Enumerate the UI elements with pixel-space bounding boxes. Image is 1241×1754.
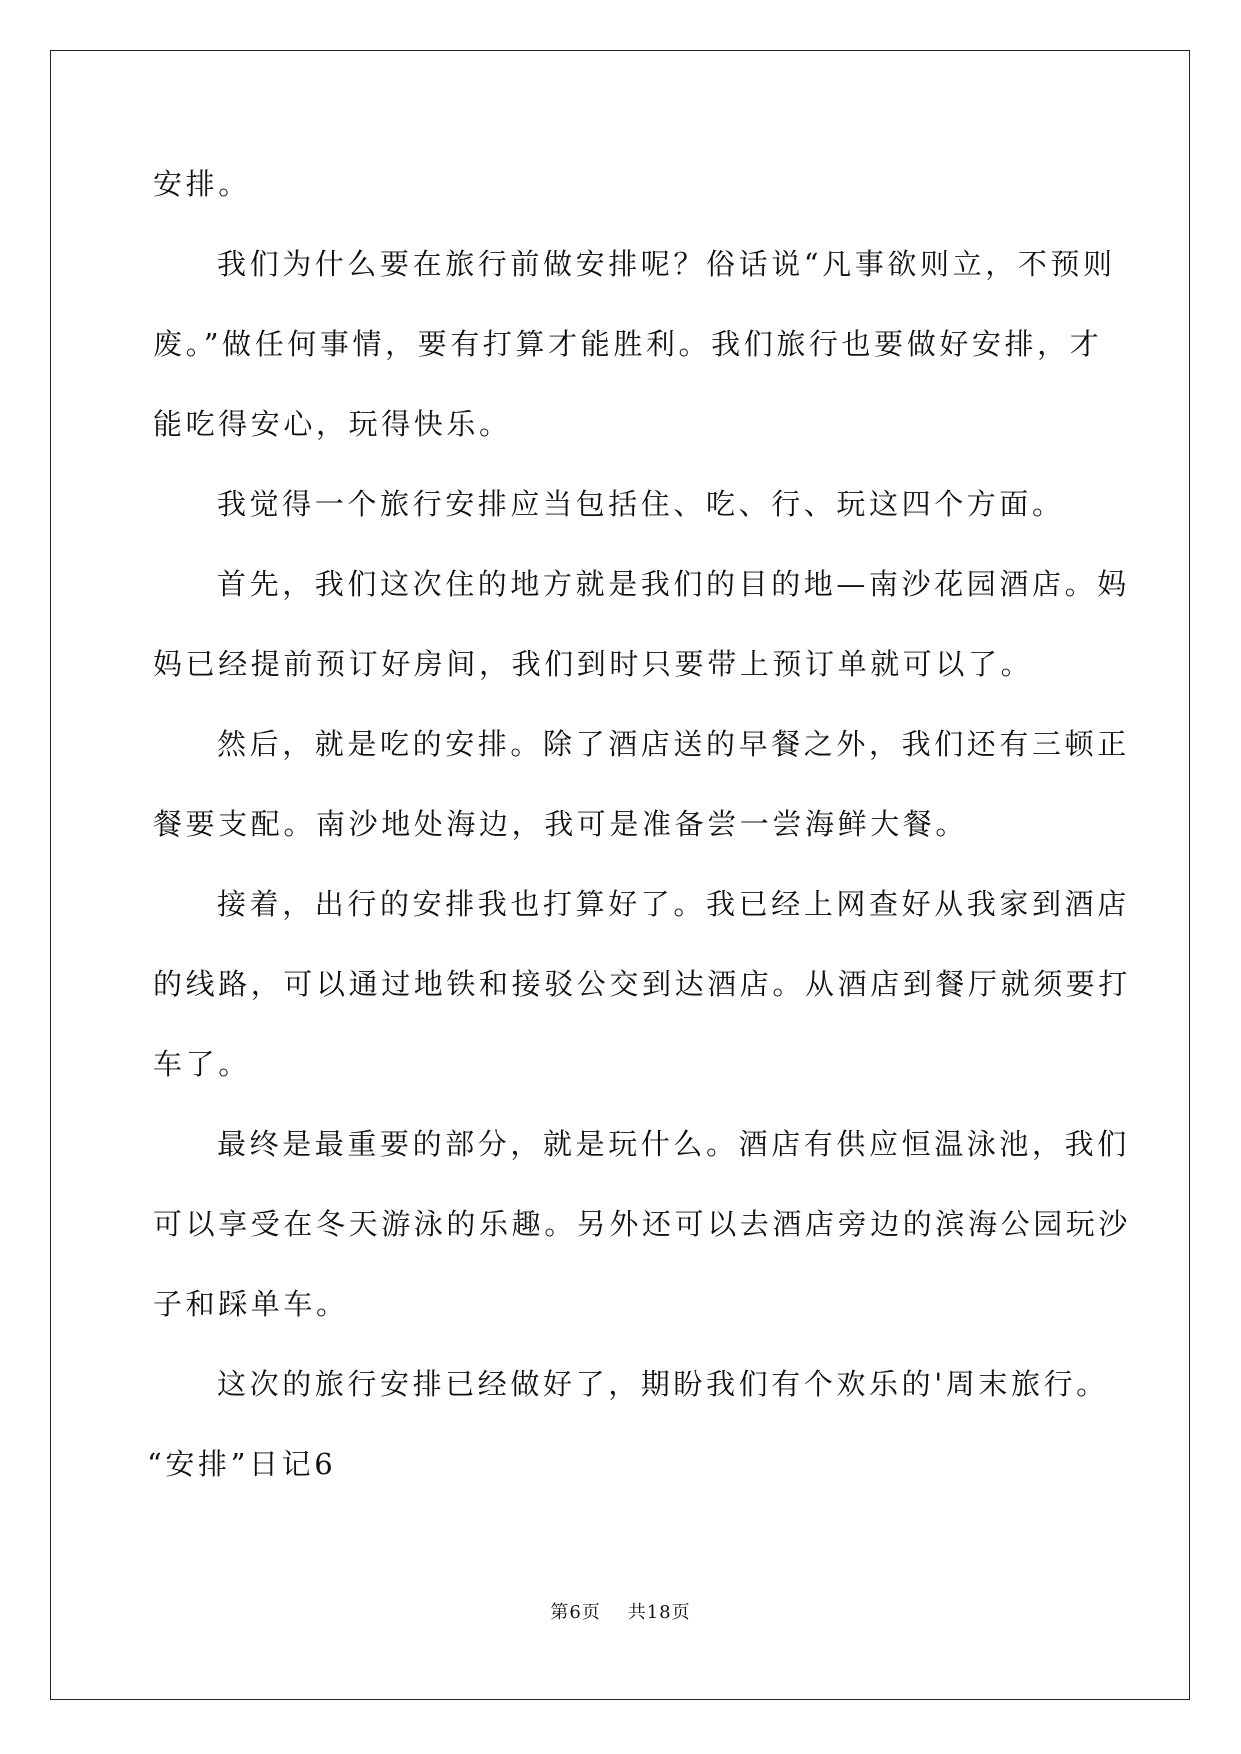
text-line: 安排。 <box>153 167 251 201</box>
document-body <box>147 158 1132 1518</box>
section-heading: “安排”日记6 <box>147 1447 337 1481</box>
page-footer <box>0 1598 1241 1624</box>
text-line: 我觉得一个旅行安排应当包括住、吃、行、玩这四个方面。 <box>217 487 1065 521</box>
text-line: 子和踩单车。 <box>153 1287 349 1321</box>
text-line: 首先，我们这次住的地方就是我们的目的地—南沙花园酒店。妈 <box>217 567 1130 601</box>
text-line: 车了。 <box>153 1047 251 1081</box>
text-line: 这次的旅行安排已经做好了，期盼我们有个欢乐的'周末旅行。 <box>217 1367 1109 1401</box>
text-line: 废。”做任何事情，要有打算才能胜利。我们旅行也要做好安排，才 <box>153 327 1103 361</box>
text-line: 妈已经提前预订好房间，我们到时只要带上预订单就可以了。 <box>153 647 1034 681</box>
text-line: 最终是最重要的部分，就是玩什么。酒店有供应恒温泳池，我们 <box>217 1127 1130 1161</box>
text-line: 我们为什么要在旅行前做安排呢？俗话说“凡事欲则立，不预则 <box>217 247 1116 281</box>
text-line: 可以享受在冬天游泳的乐趣。另外还可以去酒店旁边的滨海公园玩沙 <box>153 1207 1132 1241</box>
text-line: 能吃得安心，玩得快乐。 <box>153 407 512 441</box>
text-line: 餐要支配。南沙地处海边，我可是准备尝一尝海鲜大餐。 <box>153 807 969 841</box>
text-line: 的线路，可以通过地铁和接驳公交到达酒店。从酒店到餐厅就须要打 <box>153 967 1132 1001</box>
page-number: 第6页 <box>550 1602 601 1623</box>
text-line: 然后，就是吃的安排。除了酒店送的早餐之外，我们还有三顿正 <box>217 727 1130 761</box>
page-total: 共18页 <box>627 1602 691 1623</box>
text-line: 接着，出行的安排我也打算好了。我已经上网查好从我家到酒店 <box>217 887 1130 921</box>
